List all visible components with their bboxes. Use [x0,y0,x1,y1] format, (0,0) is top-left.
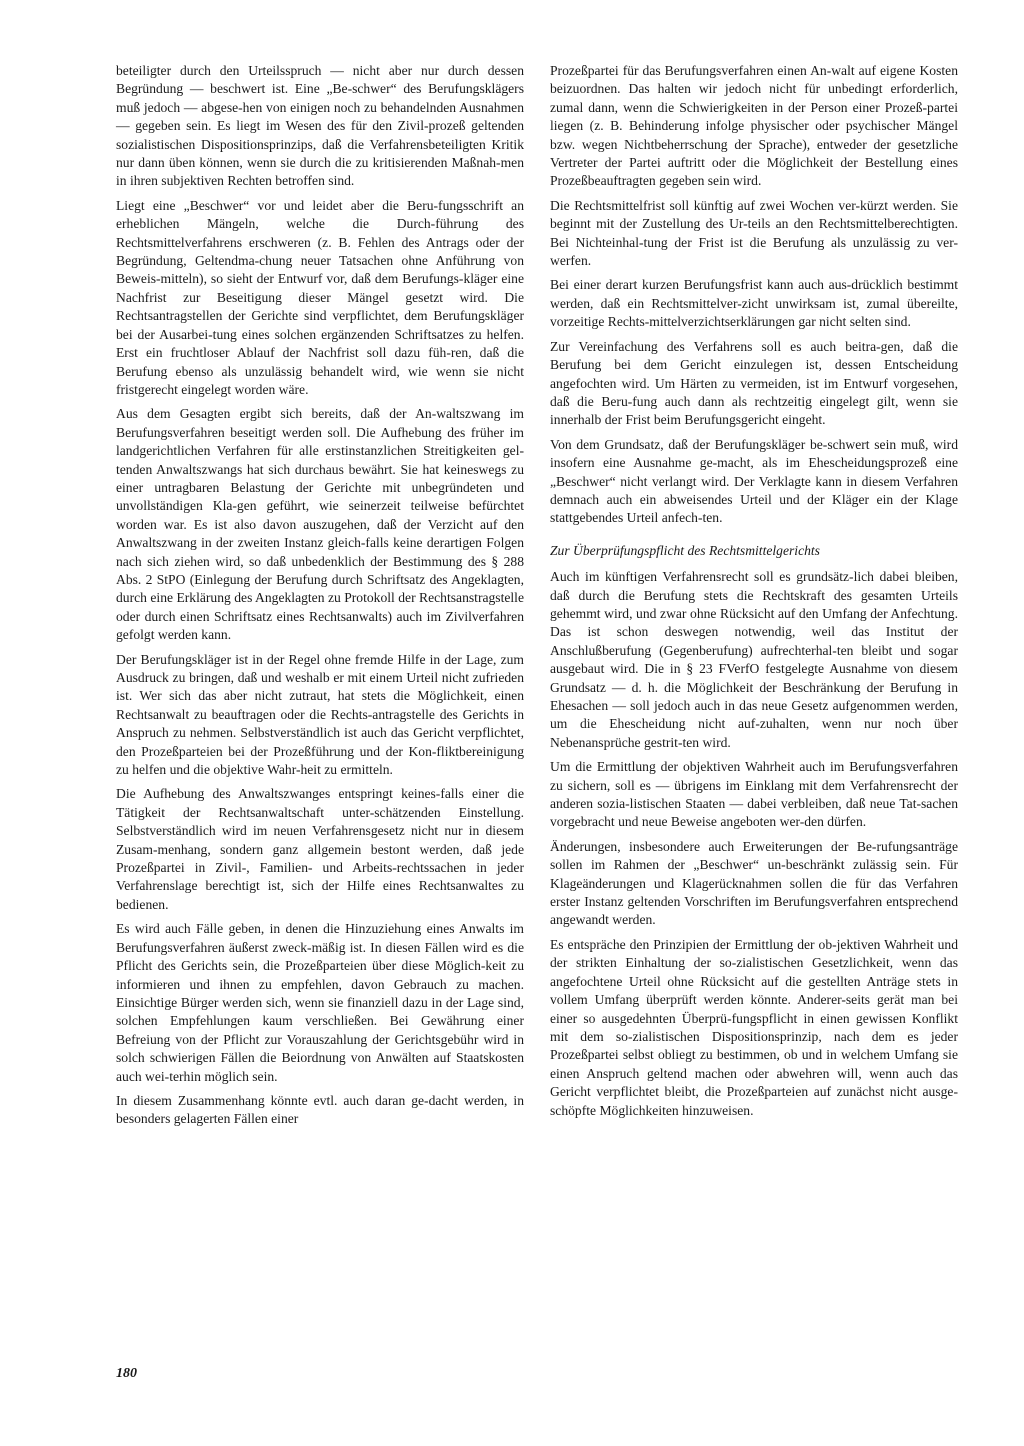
paragraph: Der Berufungskläger ist in der Regel ohne fremde Hilfe in der Lage, zum Ausdruck zu bringen, daß und weshalb er mit einem Urteil nicht zufrieden ist. Wer sich das aber nicht zutraut, hat stets die Möglichkeit, einen Rechtsanwalt zu beauftragen oder die Rechts-antragstelle des Gerichts in Anspruch zu nehmen. Selbstverständlich ist auch das Gericht verpflichtet, den Prozeßparteien bei der Prozeßführung und der Kon-fliktbereinigung zu helfen und die objektive Wahr-heit zu ermitteln. [116,651,524,778]
paragraph: Liegt eine „Beschwer“ vor und leidet aber die Beru-fungsschrift an erheblichen Mängeln, welche die Durch-führung des Rechtsmittelverfahrens erschweren (z. B. Fehlen des Antrags oder der Begründung, Geltendma-chung neuer Tatsachen ohne Anführung von Beweis-mitteln), so sieht der Entwurf vor, daß dem Berufungs-kläger eine Nachfrist zur Beseitigung dieser Mängel gesetzt wird. Die Rechtsantragstellen der Gerichte sind verpflichtet, dem Berufungskläger bei der Ausarbei-tung eines solchen ergänzenden Schriftsatzes zu helfen. Erst ein fruchtloser Ablauf der Nachfrist soll dazu füh-ren, daß die Berufung ebenso als unzulässig behandelt wird, wie wenn sie nicht fristgerecht eingelegt worden wäre. [116,197,524,397]
paragraph: Aus dem Gesagten ergibt sich bereits, daß der An-waltszwang im Berufungsverfahren beseitigt werden soll. Die Aufhebung des früher im landgerichtlichen Verfahren für alle erstinstanzlichen Streitigkeiten gel-tenden Anwaltszwangs hat sich durchaus bewährt. Sie hat keineswegs zu einer untragbaren Belastung der Gerichte mit unbegründeten und unvollständigen Kla-gen geführt, wie seinerzeit teilweise befürchtet worden war. Es ist also davon auszugehen, daß der Verzicht auf den Anwaltszwang in der zweiten Instanz gleich-falls keine derartigen Folgen nach sich ziehen wird, so daß unbedenklich der Bestimmung des § 288 Abs. 2 StPO (Einlegung der Berufung durch Schriftsatz des Angeklagten, durch eine Erklärung des Angeklagten zu Protokoll der Rechtsanstragstelle oder durch einen Schriftsatz eines Rechtsanwalts) auch im Zivilverfahren gefolgt werden kann. [116,406,524,643]
paragraph: Es wird auch Fälle geben, in denen die Hinzuziehung eines Anwalts im Berufungsverfahren äußerst zweck-mäßig ist. In diesen Fällen wird es die Pflicht des Gerichts sein, die Prozeßparteien über diese Möglich-keit zu informieren und ihnen zu empfehlen, davon Gebrauch zu machen. Einsichtige Bürger werden sich, wenn sie finanziell dazu in der Lage sind, solchen Empfehlungen kaum verschließen. Bei Gewährung einer Befreiung von der Pflicht zur Vorauszahlung der Gerichtsgebühr wird in solch schwierigen Fällen die Beiordnung von Anwälten auf Staatskosten auch wei-terhin möglich sein. [116,921,524,1084]
paragraph: Zur Vereinfachung des Verfahrens soll es auch beitra-gen, daß die Berufung bei dem Gericht einzulegen ist, dessen Entscheidung angefochten wird. Um Härten zu vermeiden, ist im Entwurf vorgesehen, daß die Beru-fung auch dann als rechtzeitig eingelegt gilt, wenn sie innerhalb der Frist beim Berufungsgericht eingeht. [550,338,958,428]
paragraph: Von dem Grundsatz, daß der Berufungskläger be-schwert sein muß, wird insofern eine Ausnahme ge-macht, als im Ehescheidungsprozeß eine „Beschwer“ nicht verlangt wird. Der Verklagte kann in diesem Verfahren demnach auch ein abweisendes Urteil und der Kläger ein der Klage stattgebendes Urteil anfech-ten. [550,436,958,526]
paragraph: Bei einer derart kurzen Berufungsfrist kann auch aus-drücklich bestimmt werden, daß ein Rechtsmittelver-zicht unwirksam ist, zumal übereilte, vorzeitige Rechts-mittelverzichtserklärungen gar nicht selten sind. [550,277,958,330]
paragraph: Die Rechtsmittelfrist soll künftig auf zwei Wochen ver-kürzt werden. Sie beginnt mit der Zustellung des Ur-teils an den Rechtsmittelberechtigten. Bei Nichteinhal-tung der Frist ist die Berufung als unzulässig zu ver-werfen. [550,197,958,269]
section-heading: Zur Überprüfungspflicht des Rechtsmittelgerichts [550,542,820,558]
paragraph: Die Aufhebung des Anwaltszwanges entspringt keines-falls einer die Tätigkeit der Rechtsanwaltschaft unter-schätzenden Einstellung. Selbstverständlich wird im neuen Verfahrensgesetz nicht nur in diesem Zusam-menhang, sondern ganz allgemein bestont werden, daß jede Prozeßpartei in Zivil-, Familien- und Arbeits-rechtssachen in jeder Verfahrenslage berechtigt ist, sich der Hilfe eines Rechtsanwaltes zu bedienen. [116,786,524,912]
right-column [550,62,958,1126]
paragraph: Es entspräche den Prinzipien der Ermittlung der ob-jektiven Wahrheit und der strikten Einhaltung der so-zialistischen Gesetzlichkeit, wenn das angefochtene Urteil ohne Rücksicht auf die gestellten Anträge stets in vollem Umfang überprüft werden könnte. Anderer-seits gerät man bei einer so ausgedehnten Überprü-fungspflicht in einen gewissen Konflikt mit dem so-zialistischen Dispositionsprinzip, nach dem es jeder Prozeßpartei selbst obliegt zu bestimmen, ob und in welchem Umfang sie einen Anspruch geltend machen oder abwehren will, wenn auch das Gericht verpflichtet bleibt, die Prozeßparteien auf zunächst nicht ausge-schöpfte Möglichkeiten hinzuweisen. [550,936,958,1118]
paragraph: Prozeßpartei für das Berufungsverfahren einen An-walt auf eigene Kosten beizuordnen. Das halten wir jedoch nicht für unbedingt erforderlich, zumal dann, wenn die Schwierigkeiten in der Person einer Prozeß-partei liegen (z. B. Behinderung infolge physischer oder psychischer Mängel bzw. wegen Nichtbeherrschung der Sprache), entweder der gesetzliche Vertreter der Partei auftritt oder die Möglichkeit der Bestellung eines Prozeßbeauftragten gegeben sein wird. [550,63,958,189]
paragraph: Änderungen, insbesondere auch Erweiterungen der Be-rufungsanträge sollen im Rahmen der „Beschwer“ un-beschränkt zulässig sein. Für Klageänderungen und Klagerücknahmen sollen die für das Verfahren erster Instanz geltenden Vorschriften im Berufungsverfahren entsprechend angewandt werden. [550,838,958,928]
page-number: 180 [116,1366,137,1381]
paragraph: In diesem Zusammenhang könnte evtl. auch daran ge-dacht werden, in besonders gelagerten Fällen einer [116,1092,524,1127]
left-column [116,62,524,1135]
paragraph: beteiligter durch den Urteilsspruch — nicht aber nur durch dessen Begründung — beschwert ist. Eine „Be-schwer“ des Berufungsklägers muß jedoch — abgese-hen von einigen noch zu behandelnden Ausnahmen — gegeben sein. Es liegt im Wesen des für den Zivil-prozeß geltenden sozialistischen Dispositionsprinzips, daß die Verfahrensbeteiligten Kritik nur dann üben können, wenn sie durch die zu kritisierenden Maßnah-men in ihren subjektiven Rechten betroffen sind. [116,63,524,189]
paragraph: Auch im künftigen Verfahrensrecht soll es grundsätz-lich dabei bleiben, daß durch die Berufung stets die Rechtskraft des gesamten Urteils gehemmt wird, und zwar ohne Rücksicht auf den Umfang der Anfechtung. Das ist schon deswegen notwendig, weil das Institut der Anschlußberufung (Gegenberufung) aufrechterhal-ten bleibt und sogar ausgebaut wird. Die in § 23 FVerfO festgelegte Ausnahme von diesem Grundsatz — d. h. die Möglichkeit der Beschränkung der Berufung in Ehesachen — soll jedoch auch in das neue Gesetz aufgenommen werden, um die Ehescheidung nicht auf-zuhalten, wenn nur noch über Nebenansprüche gestrit-ten wird. [550,569,958,750]
paragraph: Um die Ermittlung der objektiven Wahrheit auch im Berufungsverfahren zu sichern, soll es — übrigens im Einklang mit dem Verfahrensrecht der anderen sozia-listischen Staaten — dabei verbleiben, daß neue Tat-sachen vorgebracht und neue Beweise angeboten wer-den dürfen. [550,759,958,830]
